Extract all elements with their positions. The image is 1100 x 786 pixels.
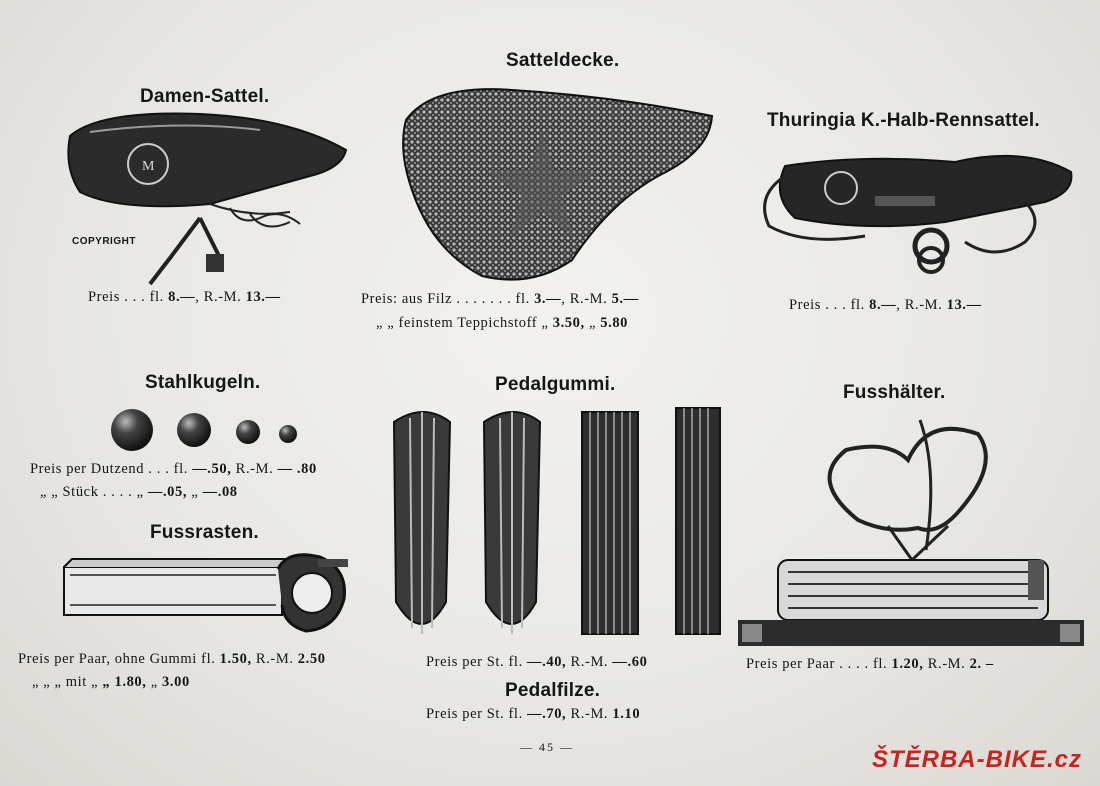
thuringia-illustration <box>745 136 1085 286</box>
stahlkugeln-price-dutzend: Preis per Dutzend . . . fl. —.50, R.-M. — .80 <box>30 461 317 477</box>
stahlkugeln-title: Stahlkugeln. <box>145 372 261 393</box>
fussrasten-price-mit-gummi: „ „ „ mit „ „ 1.80, „ 3.00 <box>32 674 190 690</box>
fussrasten-illustration <box>58 545 358 645</box>
thuringia-price: Preis . . . fl. 8.—, R.-M. 13.— <box>789 297 982 313</box>
satteldecke-illustration <box>392 80 722 290</box>
sterba-bike-watermark: ŠTĚRBA-BIKE.cz <box>871 746 1082 773</box>
page-number: — 45 — <box>520 740 574 754</box>
svg-text:M: M <box>142 159 155 174</box>
thuringia-title: Thuringia K.-Halb-Rennsattel. <box>767 110 1040 131</box>
satteldecke-price-filz: Preis: aus Filz . . . . . . . fl. 3.—, R.-M. 5.— <box>361 291 639 307</box>
damen-sattel-copyright: COPYRIGHT <box>72 236 136 247</box>
satteldecke-price-teppich: „ „ feinstem Teppichstoff „ 3.50, „ 5.80 <box>376 315 629 331</box>
satteldecke-title: Satteldecke. <box>506 50 620 71</box>
pedalfilze-price: Preis per St. fl. —.70, R.-M. 1.10 <box>426 706 641 722</box>
fusshalter-illustration <box>738 410 1088 656</box>
fussrasten-price-ohne-gummi: Preis per Paar, ohne Gummi fl. 1.50, R.-M. 2.50 <box>18 651 326 667</box>
pedalgummi-title: Pedalgummi. <box>495 374 616 395</box>
pedalfilze-title: Pedalfilze. <box>505 680 601 701</box>
damen-sattel-illustration <box>60 108 360 288</box>
stahlkugeln-illustration <box>110 406 300 456</box>
fussrasten-title: Fussrasten. <box>150 522 259 543</box>
fusshalter-title: Fusshälter. <box>843 382 946 403</box>
damen-sattel-price: Preis . . . fl. 8.—, R.-M. 13.— <box>88 289 281 305</box>
fusshalter-price: Preis per Paar . . . . fl. 1.20, R.-M. 2. – <box>746 656 994 672</box>
damen-sattel-title: Damen-Sattel. <box>140 86 270 107</box>
stahlkugeln-price-stueck: „ „ Stück . . . . „ —.05, „ —.08 <box>40 484 238 500</box>
pedalgummi-illustration <box>388 402 724 648</box>
pedalgummi-price: Preis per St. fl. —.40, R.-M. —.60 <box>426 654 648 670</box>
